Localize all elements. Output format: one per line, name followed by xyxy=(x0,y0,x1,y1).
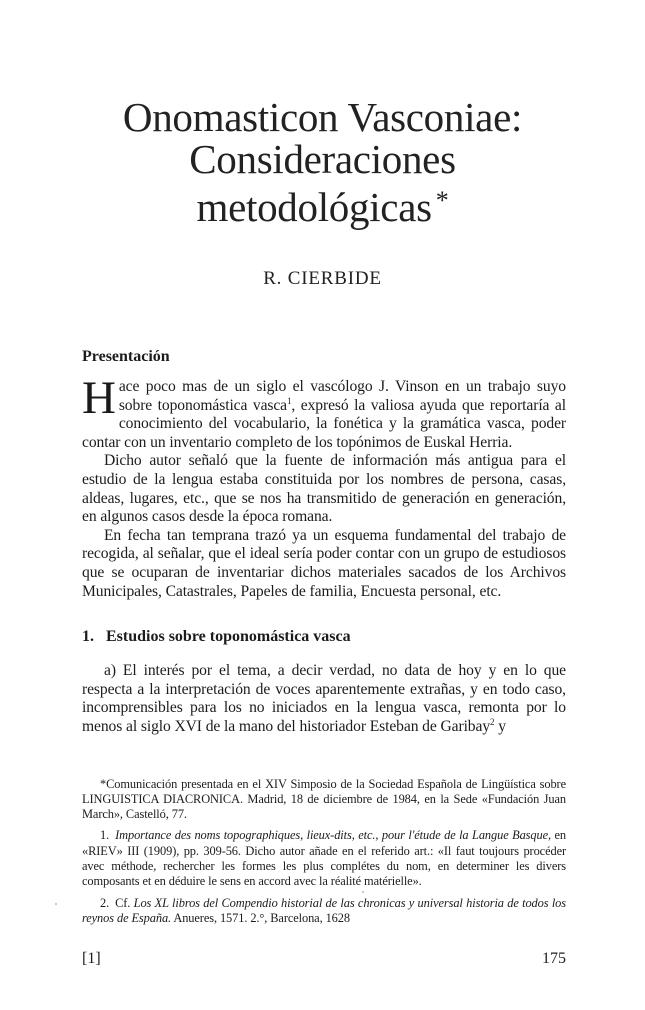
footnote-prefix: Cf. xyxy=(115,895,134,910)
author-name: R. CIERBIDE xyxy=(263,268,382,289)
paragraph: En fecha tan temprana trazó ya un esquema fundamental del trabajo de recogida, al señalar, que el ideal sería poder contar con un grupo de estudiosos que se ocuparan de inventariar dichos materiales sacados de los Archivos Municipales, Catastrales, Papeles de familia, Encuesta personal, etc. xyxy=(82,526,566,600)
footnotes xyxy=(82,777,566,927)
section-heading-1 xyxy=(82,627,566,646)
footnote-2 xyxy=(82,896,566,927)
footnote-text: Anueres, 1571. 2.°, Barcelona, 1628 xyxy=(171,910,350,925)
footnote-title: Los XL libros del Compendio historial de las chronicas y universal historia de todos los reynos de España. xyxy=(82,895,566,925)
scan-speck xyxy=(362,891,364,893)
page-number: 175 xyxy=(542,950,566,968)
paragraph-text: a) El interés por el tema, a decir verdad, no data de hoy y en lo que respecta a la interpretación de voces aparentemente extrañas, y en todo caso, incomprensibles para los no iniciados en la lengua vasca, remonta por lo menos al siglo XVI de la mano del historiador Esteban de Garibay xyxy=(82,662,566,735)
paragraph-text: y xyxy=(494,717,506,735)
paragraph xyxy=(82,662,566,736)
paragraph-text: ace poco mas de un siglo el vascólogo J. Vinson en un trabajo suyo sobre toponomástica vasca xyxy=(118,378,566,414)
paragraph: Dicho autor señaló que la fuente de información más antigua para el estudio de la lengua estaba constituida por los nombres de persona, casas, aldeas, lugares, etc., que se nos ha transmitido de generación en generación, en algunos casos desde la época romana. xyxy=(82,452,566,526)
title-line-2: Consideraciones xyxy=(189,136,456,182)
presentacion-body xyxy=(82,372,566,601)
scan-speck xyxy=(55,903,57,905)
title-asterisk: * xyxy=(435,186,449,215)
article-title xyxy=(0,96,645,228)
page-footer xyxy=(82,950,566,970)
footer-page-ref: [1] xyxy=(82,950,101,968)
section1-body xyxy=(82,662,566,736)
footnote-text: *Comunicación presentada en el XIV Simposio de la Sociedad Española de Lingüística sobre LINGUISTICA DIACRONICA. Madrid, 18 de diciembre de 1984, en la Sede «Fundación Juan March», Castelló, 77. xyxy=(82,776,566,822)
section-heading-text: 1. Estudios sobre toponomástica vasca xyxy=(82,628,351,646)
footnote-text: , en «RIEV» III (1909), pp. 309-56. Dicho autor añade en el referido art.: «Il faut toujours procéder avec méthode, rechercher les formes les plus complétes du nom, en determiner les divers composants et en déduire le sens en accord avec la réalité matérielle». xyxy=(82,828,566,889)
paragraph xyxy=(82,372,566,452)
footnote-ref-2[interactable]: 2 xyxy=(490,716,495,727)
footnote-number: 1. xyxy=(100,828,110,843)
section-heading-presentacion: Presentación xyxy=(82,348,170,365)
title-line-3 xyxy=(0,180,645,228)
paragraph-text: , expresó la valiosa ayuda que reportaría al conocimiento del vocabulario, la fonética y la gramática vasca, poder contar con un inventario completo de los topónimos de Euskal Herria. xyxy=(82,396,566,451)
footnote-title: Importance des noms topographiques, lieux-dits, etc., pour l'étude de la Langue Basque xyxy=(115,828,548,843)
footnote-1 xyxy=(82,828,566,889)
footnote-asterisk xyxy=(82,777,566,823)
title-line-3-text: metodológicas xyxy=(196,184,432,230)
title-line-1: Onomasticon Vasconiae: xyxy=(122,94,523,140)
footnote-number: 2. xyxy=(100,895,110,910)
drop-cap: H xyxy=(82,372,116,424)
footnote-ref-1[interactable]: 1 xyxy=(287,395,292,406)
